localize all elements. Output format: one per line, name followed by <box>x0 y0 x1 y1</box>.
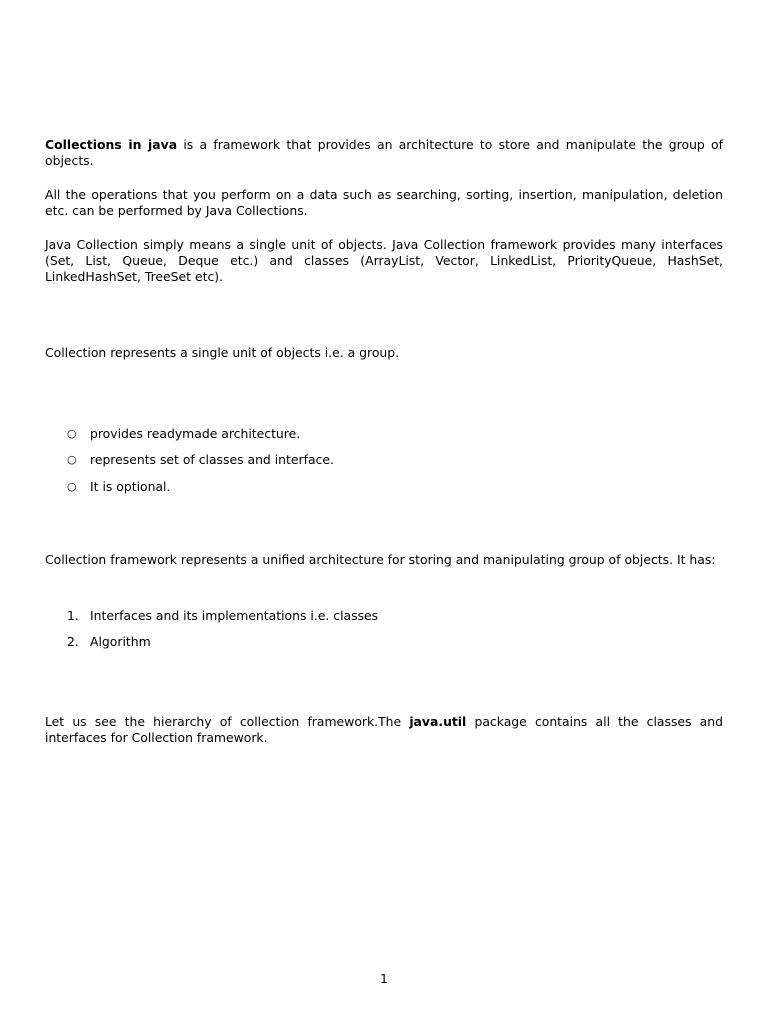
hierarchy-text-post: package contains all the classes and interfaces for Collection framework. <box>45 714 723 745</box>
bullet-text: provides readymade architecture. <box>90 426 301 441</box>
bullet-circle-icon: ○ <box>67 427 77 440</box>
hierarchy-text-pre: Let us see the hierarchy of collection framework.The <box>45 714 410 729</box>
collection-definition-paragraph: Java Collection simply means a single unit of objects. Java Collection framework provides many interfaces (Set, List, Queue, Deque etc.) and classes (ArrayList, Vector, LinkedList, PriorityQueue, HashSet, LinkedHashSet, TreeSet etc). <box>45 237 723 284</box>
item-number: 2. <box>67 634 79 649</box>
numbered-text: Algorithm <box>90 634 151 649</box>
bullet-text: represents set of classes and interface. <box>90 452 334 467</box>
bullet-circle-icon: ○ <box>67 480 77 493</box>
intro-paragraph <box>45 137 723 169</box>
hierarchy-paragraph <box>45 714 723 746</box>
framework-paragraph: Collection framework represents a unified architecture for storing and manipulating group of objects. It has: <box>45 552 716 567</box>
package-name: java.util <box>409 714 467 729</box>
numbered-text: Interfaces and its implementations i.e. classes <box>90 608 379 623</box>
bullet-circle-icon: ○ <box>67 453 77 466</box>
intro-bold-term: Collections in java <box>45 137 178 152</box>
intro-text: is a framework that provides an architecture to store and manipulate the group of objects. <box>45 137 723 168</box>
operations-paragraph: All the operations that you perform on a data such as searching, sorting, insertion, manipulation, deletion etc. can be performed by Java Collections. <box>45 187 723 218</box>
bullet-text: It is optional. <box>90 479 171 494</box>
page-number: 1 <box>380 971 388 986</box>
collection-group-paragraph: Collection represents a single unit of objects i.e. a group. <box>45 345 400 360</box>
item-number: 1. <box>67 608 79 623</box>
